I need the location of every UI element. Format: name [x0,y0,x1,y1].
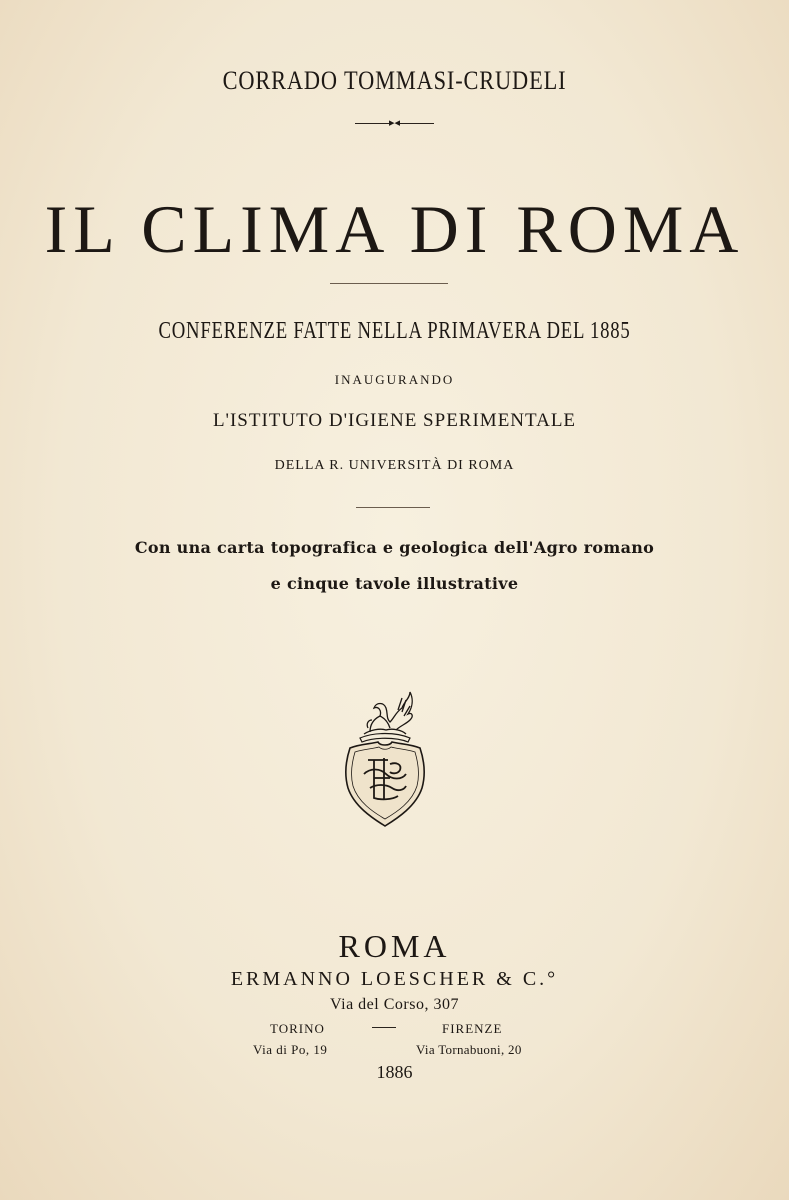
author-name: CORRADO TOMMASI-CRUDELI [222,66,567,95]
publisher-device-icon [340,688,430,830]
publisher-address: Via del Corso, 307 [330,996,459,1013]
publication-year: 1886 [376,1062,413,1082]
divider-rule [330,283,448,284]
description-line-1: Con una carta topografica e geologica dell'Agro romano [134,538,655,557]
divider-rule [356,507,430,508]
institute-name: L'ISTITUTO D'IGIENE SPERIMENTALE [212,410,577,431]
university-name: DELLA R. UNIVERSITÀ DI ROMA [274,458,515,473]
description-line-2: e cinque tavole illustrative [270,574,519,593]
imprint-city: ROMA [338,928,451,964]
publisher-name: ERMANNO LOESCHER & C.° [230,968,559,990]
book-title: IL CLIMA DI ROMA [44,191,745,267]
branch-city-firenze: FIRENZE [442,1021,503,1036]
subtitle: CONFERENZE FATTE NELLA PRIMAVERA DEL 1885 [158,318,631,344]
branch-address-torino: Via di Po, 19 [253,1042,328,1057]
branch-city-torino: TORINO [270,1021,325,1036]
branch-address-firenze: Via Tornabuoni, 20 [416,1042,522,1057]
ornament-divider: ▸◂ [0,116,789,129]
branch-separator [372,1027,396,1028]
inaugurando-text: INAUGURANDO [334,372,455,387]
